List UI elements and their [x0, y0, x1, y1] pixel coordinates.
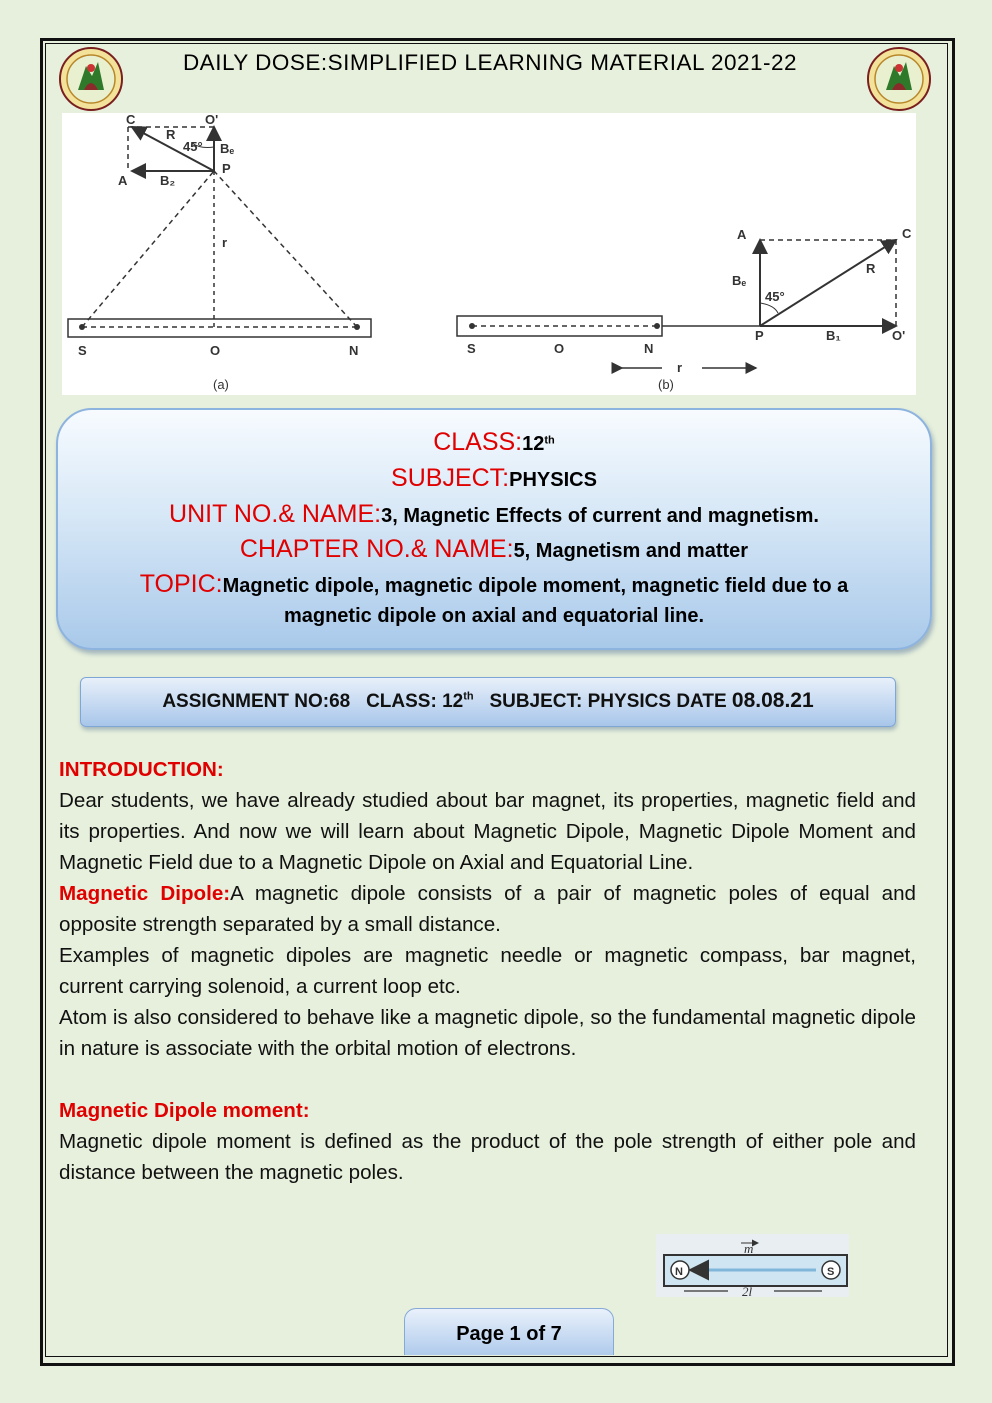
assignment-date: 08.08.21 — [731, 689, 814, 712]
north-pole-label: N — [675, 1266, 683, 1278]
label-b2-left: B₂ — [160, 173, 176, 188]
assignment-number: ASSIGNMENT NO:68 CLASS: 12 — [162, 691, 464, 712]
topic-value-2: magnetic dipole on axial and equatorial line. — [283, 605, 705, 627]
page-number: Page 1 of 7 — [404, 1308, 614, 1355]
label-c-right: C — [902, 226, 912, 241]
unit-value: 3, Magnetic Effects of current and magnetism. — [381, 505, 819, 527]
chapter-value: 5, Magnetism and matter — [513, 540, 749, 562]
south-pole-label: S — [827, 1266, 835, 1278]
label-a-right: A — [737, 227, 747, 242]
chapter-label: CHAPTER NO.& NAME: — [239, 535, 514, 563]
label-oprime-left: O' — [205, 113, 219, 127]
school-logo-right — [866, 46, 932, 112]
label-s-right: S — [467, 341, 476, 356]
topic-value-1: Magnetic dipole, magnetic dipole moment, magnetic field due to a — [222, 575, 849, 597]
bar-magnet-right — [457, 316, 662, 336]
label-b1-right: B₁ — [826, 328, 841, 343]
moment-heading: Magnetic Dipole moment: — [59, 1099, 310, 1122]
label-r-right: R — [866, 261, 876, 276]
assignment-class-sup: th — [463, 690, 474, 703]
label-r-dist-left: r — [222, 235, 228, 250]
dipole-paragraph — [59, 878, 916, 940]
unit-line — [58, 500, 930, 529]
dipole-text: A magnetic dipole consists of a pair of magnetic poles of equal and opposite strength separated by a small distance. — [59, 882, 916, 936]
label-be-left: Bₑ — [220, 141, 235, 156]
label-n-left: N — [349, 343, 359, 358]
bar-magnet-left — [68, 319, 371, 337]
class-value: 12 — [522, 433, 545, 455]
examples-paragraph: Examples of magnetic dipoles are magnetic needle or magnetic compass, bar magnet, current carrying solenoid, a current loop etc. — [59, 944, 916, 998]
unit-label: UNIT NO.& NAME: — [169, 500, 382, 528]
label-angle-right: 45° — [765, 289, 785, 304]
intro-paragraph: Dear students, we have already studied about bar magnet, its properties, magnetic field and its properties. And now we will learn about Magnetic Dipole, Magnetic Dipole Moment and Magnetic Field due to a Magnetic Dipole on Axial and Equatorial Line. — [59, 789, 916, 874]
label-r-dist-right: r — [677, 360, 683, 375]
topic-line-2 — [58, 605, 930, 628]
label-o-right: O — [554, 341, 565, 356]
bar-magnet-figure — [656, 1234, 849, 1297]
chapter-line — [58, 535, 930, 564]
school-logo-left — [58, 46, 124, 112]
label-s-left: S — [78, 343, 87, 358]
course-info-box — [56, 408, 932, 650]
class-sup: th — [544, 434, 555, 447]
spacer — [59, 1064, 916, 1095]
atom-paragraph: Atom is also considered to behave like a magnetic dipole, so the fundamental magnetic dipole in nature is associate with the orbital motion of electrons. — [59, 1006, 916, 1060]
dipole-heading: Magnetic Dipole: — [59, 882, 231, 905]
moment-label: m — [744, 1241, 754, 1256]
length-label: 2l — [742, 1284, 753, 1297]
label-oprime-right: O' — [892, 328, 906, 343]
label-c-left: C — [126, 113, 136, 127]
subject-line — [58, 464, 930, 493]
assignment-subject: SUBJECT: PHYSICS DATE — [473, 691, 732, 712]
assignment-bar — [80, 677, 896, 727]
label-o-left: O — [210, 343, 221, 358]
label-angle-left: 45° — [183, 139, 203, 154]
caption-b: (b) — [658, 377, 674, 392]
moment-paragraph: Magnetic dipole moment is defined as the product of the pole strength of either pole and distance between the magnetic poles. — [59, 1130, 916, 1184]
main-content — [59, 754, 916, 1188]
class-line — [58, 428, 930, 457]
dipole-field-diagram — [62, 113, 916, 395]
class-label: CLASS: — [433, 428, 523, 456]
label-p-right: P — [755, 328, 764, 343]
topic-label: TOPIC: — [139, 570, 223, 598]
label-a-left: A — [118, 173, 128, 188]
intro-heading: INTRODUCTION: — [59, 758, 224, 781]
caption-a: (a) — [213, 377, 229, 392]
label-r-left: R — [166, 127, 176, 142]
subject-value: PHYSICS — [509, 469, 597, 491]
label-be-right: Bₑ — [732, 273, 747, 288]
header-title: DAILY DOSE:SIMPLIFIED LEARNING MATERIAL 2021-22 — [182, 50, 798, 75]
label-p-left: P — [222, 161, 231, 176]
topic-line — [58, 570, 930, 599]
subject-label: SUBJECT: — [391, 464, 510, 492]
label-n-right: N — [644, 341, 654, 356]
